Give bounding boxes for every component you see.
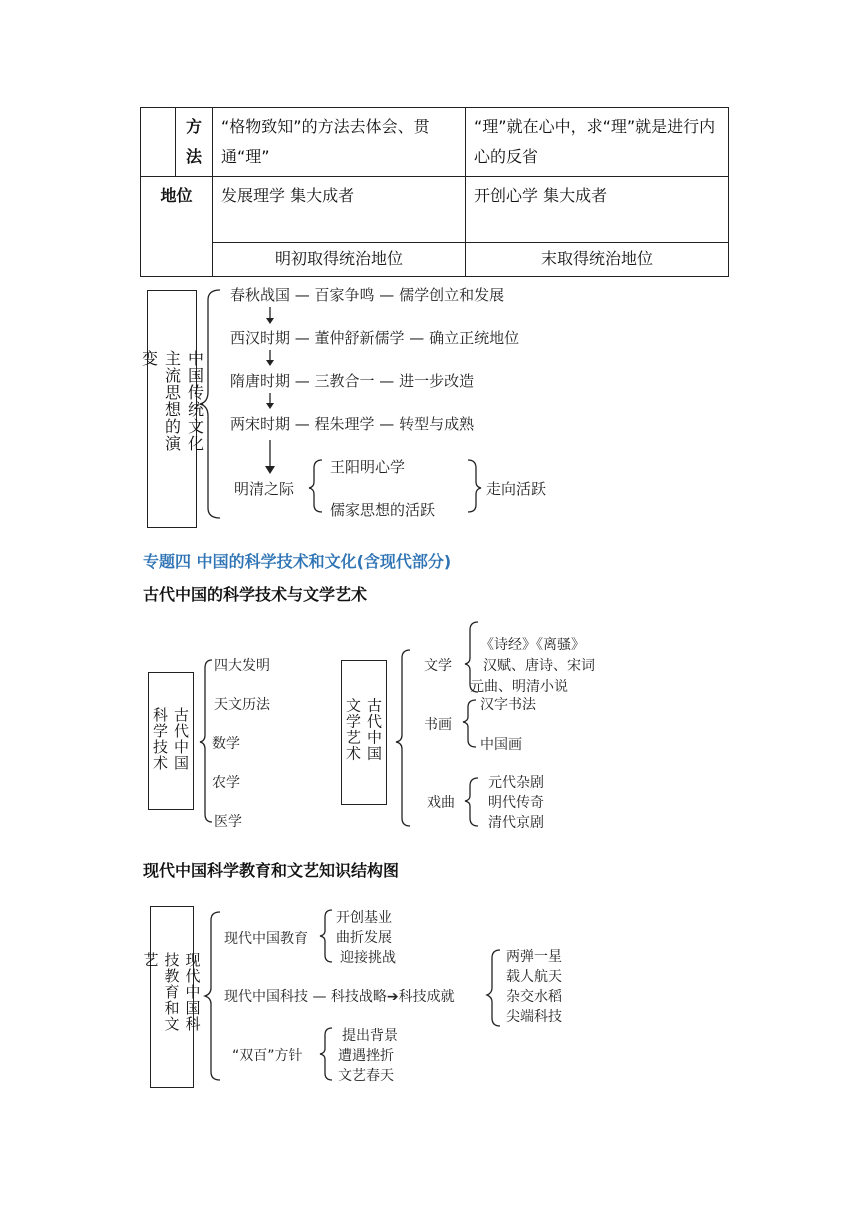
table-cell-wang: 开创心学 集大成者 <box>466 177 729 243</box>
table-cell-label: 地位 <box>141 177 213 277</box>
modern-edu-label: 现代中国教育 <box>224 931 308 947</box>
list-item: 四大发明 <box>214 658 270 674</box>
evolution-row-2: 西汉时期 — 董仲舒新儒学 — 确立正统地位 <box>230 329 520 347</box>
list-item: 杂交水稻 <box>506 989 562 1005</box>
ancient-heading: 古代中国的科学技术与文学艺术 <box>143 585 368 604</box>
evolution-title-box <box>139 290 205 528</box>
list-item: 文艺春天 <box>338 1068 394 1084</box>
table-cell-zhu: “格物致知”的方法去体会、贯通“理” <box>213 108 466 177</box>
list-item: 清代京剧 <box>488 815 544 831</box>
modern-tech-label: 现代中国科技 — 科技战略➔科技成就 <box>224 989 455 1005</box>
list-item: 《诗经》《离骚》 <box>480 637 585 653</box>
evolution-mingqing: 明清之际 <box>234 480 295 498</box>
ancient-science-title: 古代中国科学技术 <box>151 707 190 771</box>
evolution-title: 中国传统文化主流思想的演变 <box>139 350 205 452</box>
modern-title: 现代中国科技教育和文艺 <box>141 952 202 1032</box>
list-item: 汉字书法 <box>480 697 536 713</box>
ancient-literature-title-box <box>341 660 387 805</box>
list-item: 农学 <box>212 775 240 791</box>
list-item: 中国画 <box>480 737 522 753</box>
calligraphy-label: 书画 <box>424 717 452 733</box>
evolution-result: 走向活跃 <box>486 480 547 498</box>
modern-heading: 现代中国科学教育和文艺知识结构图 <box>143 861 400 880</box>
ancient-literature-title: 古代中国文学艺术 <box>344 696 383 761</box>
evolution-row-1: 春秋战国 — 百家争鸣 — 儒学创立和发展 <box>230 286 505 304</box>
list-item: 两弹一星 <box>506 949 562 965</box>
evolution-row-4: 两宋时期 — 程朱理学 — 转型与成熟 <box>230 415 475 433</box>
list-item: 提出背景 <box>342 1028 398 1044</box>
table-cell-wang: “理”就在心中，求“理”就是进行内心的反省 <box>466 108 729 177</box>
table-cell-zhu: 发展理学 集大成者 <box>213 177 466 243</box>
list-item: 明代传奇 <box>488 795 544 811</box>
evolution-sub-1: 王阳明心学 <box>330 458 406 476</box>
literature-label: 文学 <box>424 658 452 674</box>
section-title: 专题四 中国的科学技术和文化(含现代部分) <box>143 552 452 571</box>
list-item: 元代杂剧 <box>488 775 544 791</box>
list-item: 天文历法 <box>214 697 270 713</box>
list-item: 曲折发展 <box>336 930 392 946</box>
ancient-science-title-box <box>148 672 194 810</box>
list-item: 迎接挑战 <box>340 950 396 966</box>
list-item: 尖端科技 <box>506 1009 562 1025</box>
list-item: 遭遇挫折 <box>338 1048 394 1064</box>
list-item: 载人航天 <box>506 969 562 985</box>
list-item: 数学 <box>212 736 240 752</box>
drama-label: 戏曲 <box>427 795 455 811</box>
table-cell-label: 方法 <box>176 108 213 177</box>
evolution-row-3: 隋唐时期 — 三教合一 — 进一步改造 <box>230 372 475 390</box>
list-item: 汉赋、唐诗、宋词 <box>483 658 595 674</box>
list-item: 医学 <box>214 814 242 830</box>
modern-policy-label: “双百”方针 <box>232 1048 303 1064</box>
modern-title-box <box>141 906 202 1088</box>
table-cell-wang: 末取得统治地位 <box>466 243 729 277</box>
list-item: 开创基业 <box>336 910 392 926</box>
evolution-sub-2: 儒家思想的活跃 <box>330 501 436 519</box>
list-item: 元曲、明清小说 <box>470 679 568 695</box>
table-cell-zhu: 明初取得统治地位 <box>213 243 466 277</box>
